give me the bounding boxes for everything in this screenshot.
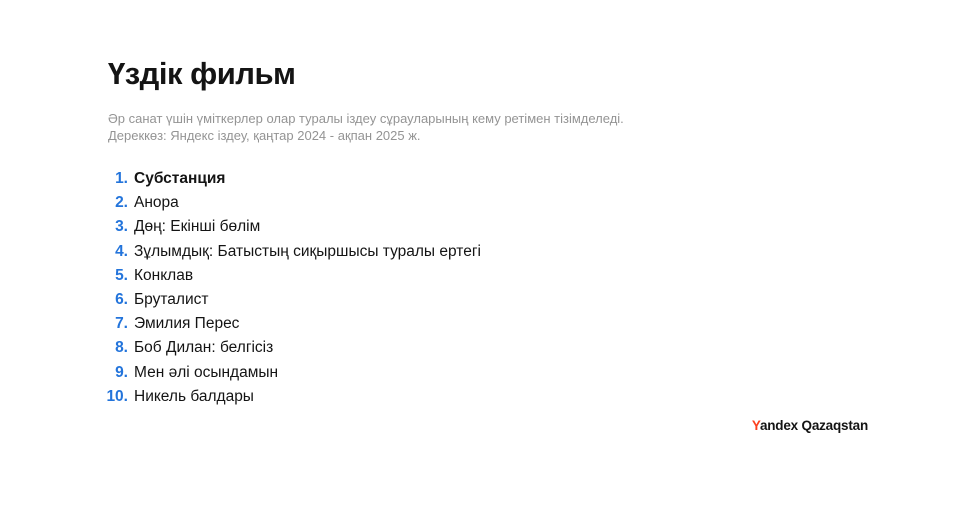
logo-letter-y: Y: [751, 418, 760, 433]
film-list-item: [98, 336, 481, 360]
film-title: Бруталист: [134, 290, 209, 308]
film-list-item: [98, 288, 481, 312]
film-title: Анора: [134, 194, 179, 212]
film-title: Субстанция: [134, 170, 226, 187]
film-title: Эмилия Перес: [134, 315, 240, 333]
yandex-qazaqstan-logo: [752, 418, 868, 433]
film-rank-number: 6.: [115, 290, 128, 308]
subtitle: [108, 110, 624, 144]
film-title: Конклав: [134, 266, 194, 284]
film-rank-number: 9.: [115, 363, 128, 381]
subtitle-line-2: Дереккөз: Яндекс іздеу, қаңтар 2024 - ақпан 2025 ж.: [108, 128, 421, 143]
film-rank-number: 7.: [115, 315, 128, 333]
film-rank-number: 4.: [115, 242, 128, 260]
film-list-item: [98, 385, 481, 409]
film-list-item: [98, 215, 481, 239]
film-rank-number: 8.: [115, 339, 128, 357]
film-list-item: [98, 264, 481, 288]
film-title: Мен әлі осындамын: [134, 363, 279, 381]
film-list-item: [98, 312, 481, 336]
subtitle-line-1: Әр санат үшін үміткерлер олар туралы іздеу сұрауларының кему ретімен тізімделеді.: [108, 111, 624, 126]
film-rank-number: 3.: [115, 218, 128, 236]
film-rank-number: 10.: [106, 387, 128, 405]
film-title: Никель балдары: [134, 387, 254, 405]
film-list-item: [98, 361, 481, 385]
film-title: Дөң: Екінші бөлім: [134, 218, 261, 236]
film-list-item: [98, 191, 481, 215]
film-list: [98, 167, 481, 409]
film-title: Боб Дилан: белгісіз: [134, 339, 274, 357]
film-list-item: [98, 167, 481, 191]
logo-text: andex Qazaqstan: [759, 418, 868, 433]
film-list-item: [98, 240, 481, 264]
page-title: Үздік фильм: [108, 56, 296, 91]
film-title: Зұлымдық: Батыстың сиқыршысы туралы ертегі: [134, 242, 481, 260]
film-rank-number: 1.: [115, 170, 128, 187]
film-rank-number: 2.: [115, 194, 128, 212]
film-rank-number: 5.: [115, 266, 128, 284]
